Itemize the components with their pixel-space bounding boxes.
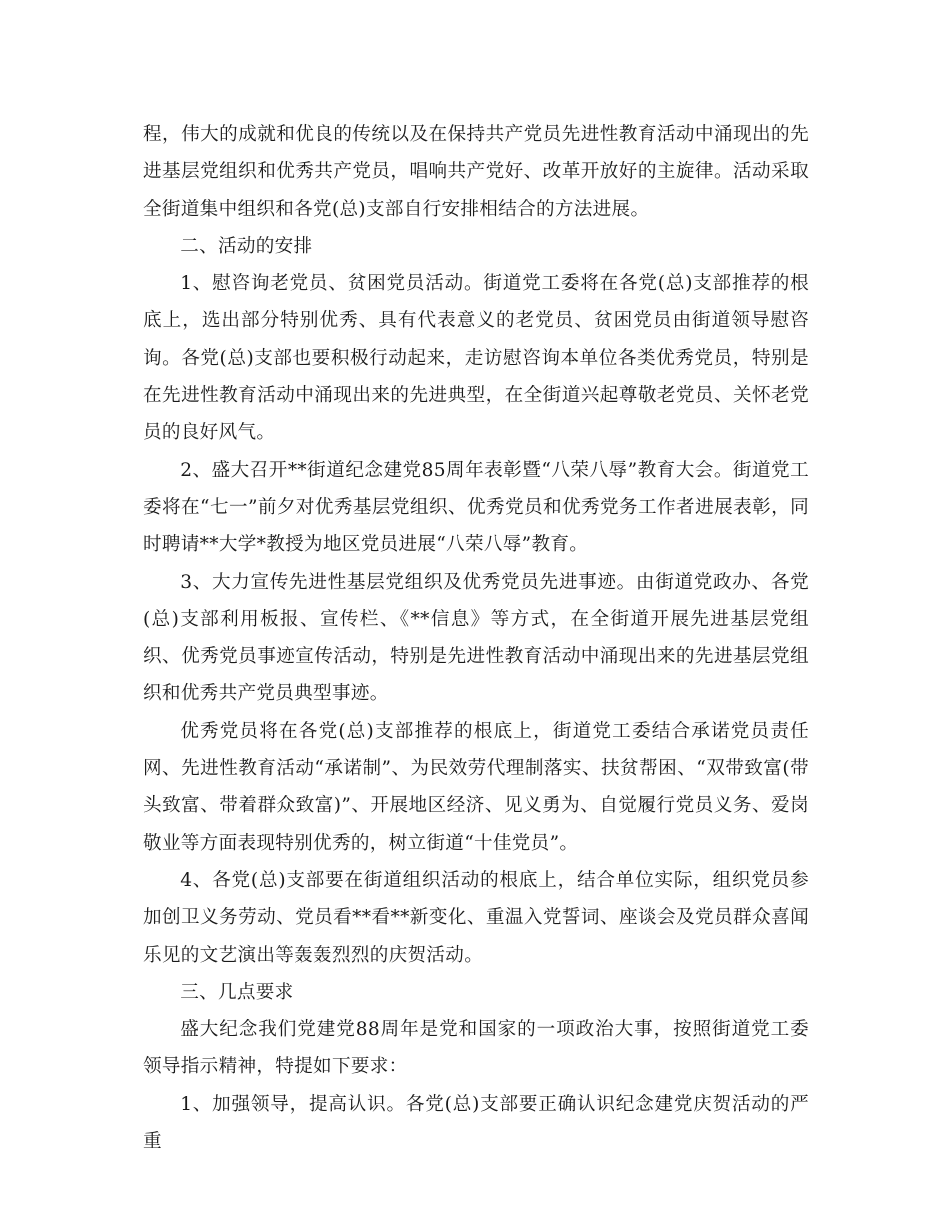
paragraph-requirement-1: 1、加强领导，提高认识。各党(总)支部要正确认识纪念建党庆贺活动的严重	[143, 1093, 809, 1153]
paragraph-item-4-branch-activities: 4、各党(总)支部要在街道组织活动的根底上，结合单位实际，组织党员参加创卫义务劳动、党员看**看**新变化、重温入党誓词、座谈会及党员群众喜闻乐见的文艺演出等轰轰烈烈的庆贺活动。	[143, 869, 809, 966]
paragraph-continuation: 程，伟大的成就和优良的传统以及在保持共产党员先进性教育活动中涌现出的先进基层党组织和优秀共产党员，唱响共产党好、改革开放好的主旋律。活动采取全街道集中组织和各党(总)支部自行安排相结合的方法进展。	[143, 124, 809, 220]
paragraph-outstanding-members: 优秀党员将在各党(总)支部推荐的根底上，街道党工委结合承诺党员责任网、先进性教育活动“承诺制”、为民效劳代理制落实、扶贫帮困、“双带致富(带头致富、带着群众致富)”、开展地区经济、见义勇为、自觉履行党员义务、爱岗敬业等方面表现特别优秀的，树立街道“十佳党员”。	[143, 720, 809, 854]
section-heading-requirements: 三、几点要求	[180, 981, 294, 1003]
paragraph-item-2-commemoration-meeting: 2、盛大召开**街道纪念建党85周年表彰暨“八荣八辱”教育大会。街道党工委将在“七一”前夕对优秀基层党组织、优秀党员和优秀党务工作者进展表彰，同时聘请**大学*教授为地区党员进展“八荣八辱”教育。	[143, 459, 809, 556]
paragraph-requirements-intro: 盛大纪念我们党建党88周年是党和国家的一项政治大事，按照街道党工委领导指示精神，特提如下要求：	[143, 1019, 809, 1078]
document-body	[143, 116, 809, 1160]
section-heading-arrangements: 二、活动的安排	[180, 235, 313, 257]
paragraph-item-3-publicity: 3、大力宣传先进性基层党组织及优秀党员先进事迹。由街道党政办、各党(总)支部利用板报、宣传栏、《**信息》等方式，在全街道开展先进基层党组织、优秀党员事迹宣传活动，特别是先进性教育活动中涌现出来的先进基层党组织和优秀共产党员典型事迹。	[143, 571, 809, 705]
paragraph-item-1-visit-members: 1、慰咨询老党员、贫困党员活动。街道党工委将在各党(总)支部推荐的根底上，选出部分特别优秀、具有代表意义的老党员、贫困党员由街道领导慰咨询。各党(总)支部也要积极行动起来，走访慰咨询本单位各类优秀党员，特别是在先进性教育活动中涌现出来的先进典型，在全街道兴起尊敬老党员、关怀老党员的良好风气。	[143, 273, 809, 444]
